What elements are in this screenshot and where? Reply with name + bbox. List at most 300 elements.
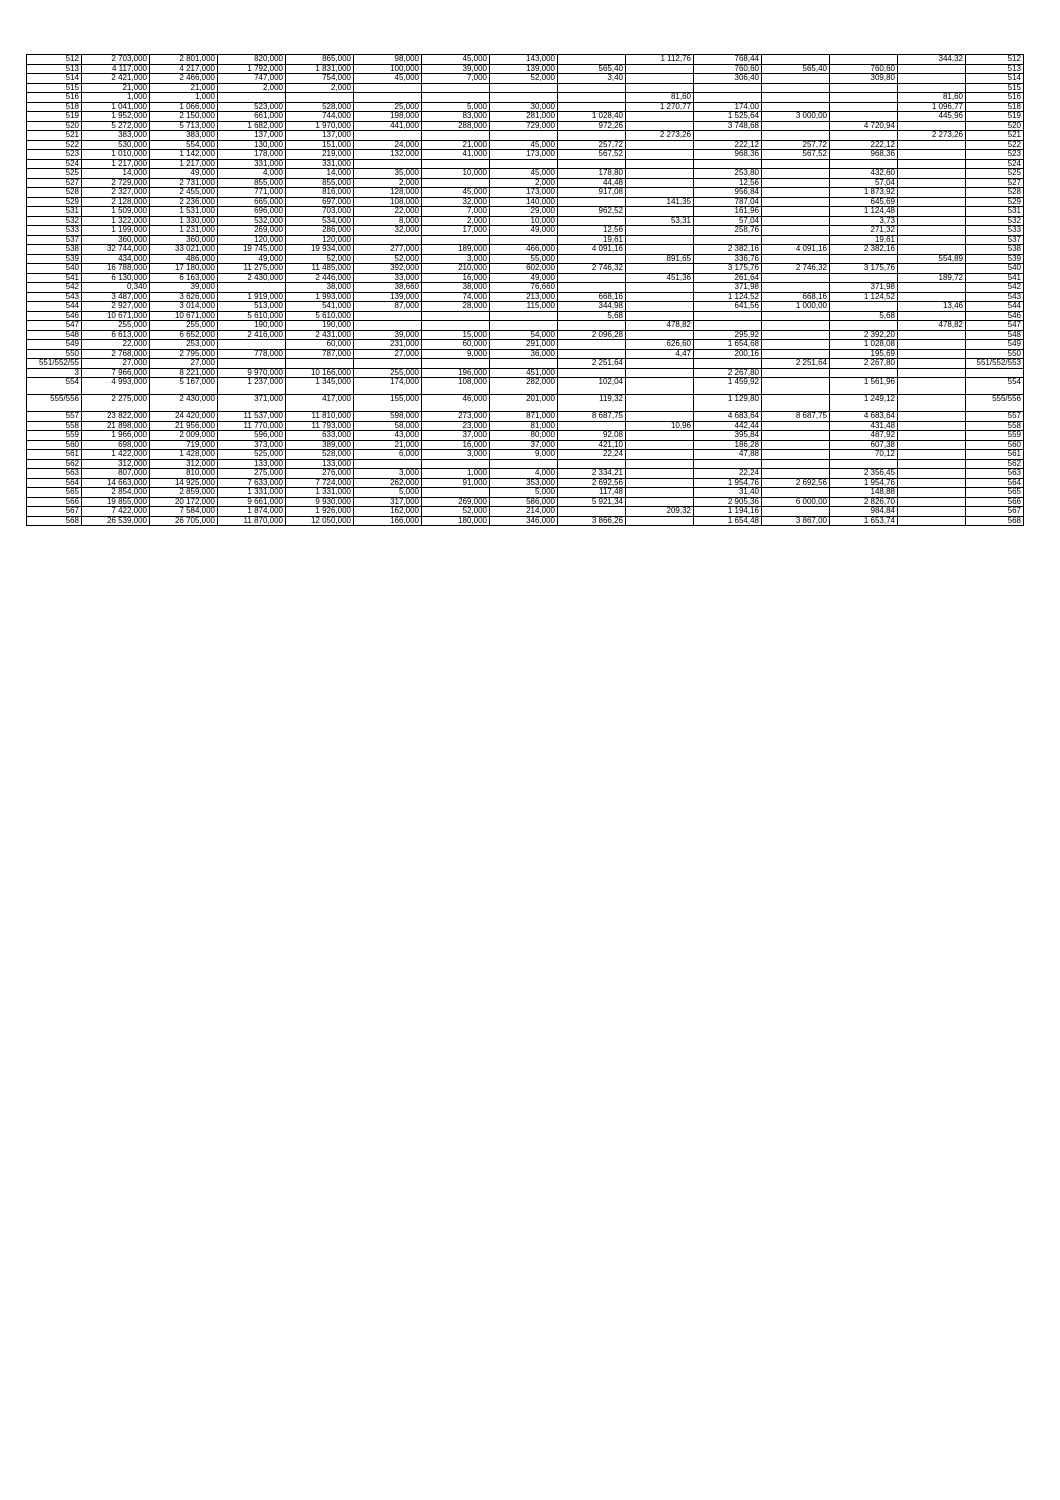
table-cell [762,283,830,293]
table-cell [762,207,830,217]
table-cell: 541,000 [286,302,354,312]
table-cell [830,102,898,112]
table-cell [354,93,422,103]
table-cell: 7 633,000 [218,478,286,488]
table-cell: 22,000 [354,207,422,217]
row-id-cell-right: 560 [966,440,1024,450]
table-cell: 102,04 [558,378,626,395]
row-id-cell: 540 [27,264,82,274]
table-cell [626,395,694,412]
table-cell: 11 810,000 [286,412,354,422]
table-body [27,55,1024,526]
table-cell [558,131,626,141]
table-cell: 1 525,64 [694,112,762,122]
table-cell: 383,000 [82,131,150,141]
row-id-cell-right: 516 [966,93,1024,103]
table-cell: 32,000 [354,226,422,236]
table-cell [558,421,626,431]
table-cell [898,368,966,378]
table-cell: 178,80 [558,169,626,179]
table-cell: 12 050,000 [286,516,354,526]
table-cell: 1 112,76 [626,55,694,65]
row-id-cell: 564 [27,478,82,488]
table-cell [830,93,898,103]
table-cell: 41,000 [422,150,490,160]
table-cell [898,283,966,293]
table-cell: 486,000 [150,254,218,264]
table-cell: 554,89 [898,254,966,264]
table-cell [898,340,966,350]
table-cell: 70,12 [830,450,898,460]
table-cell [626,226,694,236]
table-cell: 602,000 [490,264,558,274]
table-cell: 10,000 [422,169,490,179]
table-cell [898,488,966,498]
table-cell: 1 509,000 [82,207,150,217]
table-cell: 14,000 [286,169,354,179]
table-cell: 487,92 [830,431,898,441]
table-cell: 1 459,92 [694,378,762,395]
row-id-cell-right: 513 [966,64,1024,74]
table-cell: 148,88 [830,488,898,498]
table-cell: 35,000 [354,169,422,179]
table-cell [626,264,694,274]
table-cell: 45,000 [490,140,558,150]
table-cell: 189,72 [898,273,966,283]
table-cell: 312,000 [82,459,150,469]
table-cell: 55,000 [490,254,558,264]
table-cell [898,450,966,460]
table-cell: 21,000 [354,440,422,450]
table-cell: 261,64 [694,273,762,283]
table-cell [898,64,966,74]
table-cell: 1 066,000 [150,102,218,112]
table-cell [898,412,966,422]
table-cell: 277,000 [354,245,422,255]
row-id-cell: 538 [27,245,82,255]
table-cell [762,459,830,469]
table-cell: 392,000 [354,264,422,274]
table-row [27,197,1024,207]
table-cell: 2 236,000 [150,197,218,207]
table-cell [626,302,694,312]
table-cell: 353,000 [490,478,558,488]
table-cell [626,283,694,293]
table-cell: 295,92 [694,330,762,340]
row-id-cell: 563 [27,469,82,479]
table-cell: 567,52 [762,150,830,160]
table-cell: 2 826,70 [830,497,898,507]
row-id-cell: 512 [27,55,82,65]
table-cell: 6 000,00 [762,497,830,507]
table-cell: 137,000 [218,131,286,141]
row-id-cell: 549 [27,340,82,350]
table-cell: 195,69 [830,349,898,359]
row-id-cell-right: 567 [966,507,1024,517]
table-cell [830,302,898,312]
table-row [27,421,1024,431]
table-cell: 1 428,000 [150,450,218,460]
table-cell [898,292,966,302]
table-cell [626,311,694,321]
row-id-cell: 513 [27,64,82,74]
table-cell [626,497,694,507]
table-cell: 21,000 [422,140,490,150]
table-cell: 7 584,000 [150,507,218,517]
table-cell [762,169,830,179]
table-cell: 703,000 [286,207,354,217]
table-row [27,311,1024,321]
row-id-cell: 562 [27,459,82,469]
table-cell [490,321,558,331]
table-cell: 49,000 [490,226,558,236]
table-cell [626,159,694,169]
table-cell [898,197,966,207]
row-id-cell: 567 [27,507,82,517]
table-row [27,264,1024,274]
row-id-cell-right: 529 [966,197,1024,207]
table-cell: 0,340 [82,283,150,293]
table-cell: 231,000 [354,340,422,350]
table-row [27,150,1024,160]
table-cell: 626,60 [626,340,694,350]
table-row [27,488,1024,498]
table-cell: 528,000 [286,450,354,460]
table-cell [626,478,694,488]
table-cell: 29,000 [490,207,558,217]
table-cell: 47,88 [694,450,762,460]
table-cell [626,359,694,369]
table-cell: 3 867,00 [762,516,830,526]
table-row [27,178,1024,188]
row-id-cell-right: 554 [966,378,1024,395]
table-cell: 891,65 [626,254,694,264]
table-cell: 253,000 [150,340,218,350]
row-id-cell-right: 533 [966,226,1024,236]
row-id-cell-right: 518 [966,102,1024,112]
table-cell: 3,40 [558,74,626,84]
table-cell: 2 905,36 [694,497,762,507]
table-cell: 641,56 [694,302,762,312]
table-cell [762,159,830,169]
table-cell [626,450,694,460]
table-row [27,321,1024,331]
table-cell [898,440,966,450]
table-cell [626,169,694,179]
table-row [27,378,1024,395]
table-cell [762,197,830,207]
table-cell: 273,000 [422,412,490,422]
table-cell: 1 831,000 [286,64,354,74]
table-row [27,349,1024,359]
row-id-cell: 521 [27,131,82,141]
table-cell: 8,000 [354,216,422,226]
table-cell: 276,000 [286,469,354,479]
table-cell [694,359,762,369]
table-cell: 31,40 [694,488,762,498]
table-cell [490,311,558,321]
table-cell: 431,48 [830,421,898,431]
table-cell [830,368,898,378]
table-cell: 39,000 [354,330,422,340]
table-cell: 213,000 [490,292,558,302]
row-id-cell-right: 514 [966,74,1024,84]
table-cell [354,159,422,169]
row-id-cell-right: 531 [966,207,1024,217]
table-cell: 27,000 [150,359,218,369]
table-cell: 214,000 [490,507,558,517]
table-cell: 9 930,000 [286,497,354,507]
table-cell [898,311,966,321]
table-cell [830,254,898,264]
table-cell: 3,000 [422,254,490,264]
row-id-cell: 546 [27,311,82,321]
table-cell: 2 692,56 [762,478,830,488]
row-id-cell: 558 [27,421,82,431]
table-cell [286,93,354,103]
table-cell [490,359,558,369]
table-cell: 565,40 [558,64,626,74]
row-id-cell-right: 520 [966,121,1024,131]
table-cell: 346,000 [490,516,558,526]
row-id-cell-right: 522 [966,140,1024,150]
row-id-cell-right: 525 [966,169,1024,179]
table-cell [762,74,830,84]
table-cell: 26 705,000 [150,516,218,526]
table-cell: 139,000 [490,64,558,74]
table-row [27,102,1024,112]
table-row [27,112,1024,122]
table-row [27,283,1024,293]
table-cell [762,254,830,264]
table-cell: 12,56 [558,226,626,236]
table-cell: 19,61 [830,235,898,245]
table-cell [898,516,966,526]
table-cell: 10,000 [490,216,558,226]
table-cell: 534,000 [286,216,354,226]
table-cell: 1 970,000 [286,121,354,131]
row-id-cell-right: 561 [966,450,1024,460]
table-cell: 306,40 [694,74,762,84]
table-cell: 1 124,52 [830,292,898,302]
table-cell [422,235,490,245]
table-cell: 189,000 [422,245,490,255]
table-cell: 2 128,000 [82,197,150,207]
table-cell: 2 801,000 [150,55,218,65]
table-cell: 633,000 [286,431,354,441]
table-cell [218,283,286,293]
table-cell: 2,000 [354,178,422,188]
table-cell: 19 934,000 [286,245,354,255]
table-cell: 1 231,000 [150,226,218,236]
table-cell [694,321,762,331]
table-row [27,469,1024,479]
table-cell: 4,000 [218,169,286,179]
table-cell [626,188,694,198]
table-cell: 1,000 [150,93,218,103]
table-cell [558,83,626,93]
row-id-cell: 544 [27,302,82,312]
table-cell: 1 531,000 [150,207,218,217]
table-cell: 855,000 [218,178,286,188]
table-cell: 523,000 [218,102,286,112]
table-cell: 8 687,75 [558,412,626,422]
table-cell: 661,000 [218,112,286,122]
table-cell: 196,000 [422,368,490,378]
table-cell: 1 217,000 [150,159,218,169]
table-cell: 16,000 [422,440,490,450]
table-cell: 1 919,000 [218,292,286,302]
table-cell: 1 142,000 [150,150,218,160]
table-cell: 130,000 [218,140,286,150]
table-cell: 2 746,32 [558,264,626,274]
table-cell: 2,000 [422,216,490,226]
table-cell: 331,000 [218,159,286,169]
row-id-cell: 548 [27,330,82,340]
table-cell: 209,32 [626,507,694,517]
table-cell: 807,000 [82,469,150,479]
table-cell: 2 392,20 [830,330,898,340]
table-cell: 21 956,000 [150,421,218,431]
table-cell: 11 793,000 [286,421,354,431]
table-cell: 586,000 [490,497,558,507]
table-row [27,440,1024,450]
table-cell: 344,98 [558,302,626,312]
table-cell: 52,000 [422,507,490,517]
table-cell [898,264,966,274]
table-cell: 32 744,000 [82,245,150,255]
table-cell [898,121,966,131]
table-cell [626,459,694,469]
table-cell [762,349,830,359]
table-cell: 747,000 [218,74,286,84]
table-cell [354,131,422,141]
table-cell [558,93,626,103]
table-cell: 5 167,000 [150,378,218,395]
table-cell [762,102,830,112]
table-cell [558,321,626,331]
table-row [27,64,1024,74]
table-cell [558,55,626,65]
table-cell [762,368,830,378]
table-cell [898,226,966,236]
table-row [27,226,1024,236]
table-cell: 137,000 [286,131,354,141]
table-cell [626,112,694,122]
table-cell: 2,000 [490,178,558,188]
table-cell: 1 129,80 [694,395,762,412]
table-cell [898,83,966,93]
table-cell: 4 091,16 [762,245,830,255]
table-cell: 10,96 [626,421,694,431]
table-cell [762,507,830,517]
table-cell: 200,16 [694,349,762,359]
table-cell [762,311,830,321]
table-cell [626,488,694,498]
row-id-cell-right: 568 [966,516,1024,526]
table-row [27,330,1024,340]
table-cell [898,478,966,488]
table-cell [898,169,966,179]
table-cell [626,412,694,422]
table-cell: 54,000 [490,330,558,340]
row-id-cell-right: 543 [966,292,1024,302]
table-cell: 2 729,000 [82,178,150,188]
table-cell [490,459,558,469]
table-cell: 1 561,96 [830,378,898,395]
table-cell: 2 275,000 [82,395,150,412]
row-id-cell-right: 547 [966,321,1024,331]
table-cell: 6 652,000 [150,330,218,340]
table-cell: 972,26 [558,121,626,131]
table-cell: 5,68 [830,311,898,321]
table-cell [558,254,626,264]
table-cell: 1,000 [422,469,490,479]
table-cell: 6 130,000 [82,273,150,283]
table-cell [762,121,830,131]
table-cell [354,459,422,469]
table-cell: 719,000 [150,440,218,450]
table-cell: 1 199,000 [82,226,150,236]
table-cell: 22,24 [558,450,626,460]
row-id-cell-right: 528 [966,188,1024,198]
row-id-cell: 568 [27,516,82,526]
table-cell: 1 237,000 [218,378,286,395]
row-id-cell-right: 540 [966,264,1024,274]
table-cell: 10 671,000 [82,311,150,321]
table-cell: 19 745,000 [218,245,286,255]
table-cell: 2 267,80 [830,359,898,369]
table-cell: 258,76 [694,226,762,236]
table-cell [898,159,966,169]
table-cell: 4 720,94 [830,121,898,131]
row-id-cell-right: 512 [966,55,1024,65]
table-cell: 787,000 [286,349,354,359]
table-cell: 810,000 [150,469,218,479]
table-cell: 1 194,16 [694,507,762,517]
table-cell: 1 096,77 [898,102,966,112]
table-cell [422,131,490,141]
table-cell: 2 251,64 [762,359,830,369]
table-cell: 434,000 [82,254,150,264]
table-cell: 132,000 [354,150,422,160]
table-cell: 7 966,000 [82,368,150,378]
table-cell: 57,04 [830,178,898,188]
table-cell: 21,000 [150,83,218,93]
table-cell: 13,46 [898,302,966,312]
row-id-cell: 518 [27,102,82,112]
table-cell: 816,000 [286,188,354,198]
table-row [27,431,1024,441]
table-cell: 7 724,000 [286,478,354,488]
table-cell: 567,52 [558,150,626,160]
table-cell: 525,000 [218,450,286,460]
table-cell: 1 874,000 [218,507,286,517]
table-cell: 282,000 [490,378,558,395]
table-cell: 697,000 [286,197,354,207]
row-id-cell-right: 515 [966,83,1024,93]
table-cell: 371,98 [694,283,762,293]
table-cell [898,216,966,226]
table-cell: 2 273,26 [898,131,966,141]
table-cell: 1 249,12 [830,395,898,412]
table-cell [898,507,966,517]
row-id-cell-right: 532 [966,216,1024,226]
table-cell: 52,000 [490,74,558,84]
table-cell: 11 275,000 [218,264,286,274]
table-cell: 554,000 [150,140,218,150]
table-cell: 1 954,76 [830,478,898,488]
